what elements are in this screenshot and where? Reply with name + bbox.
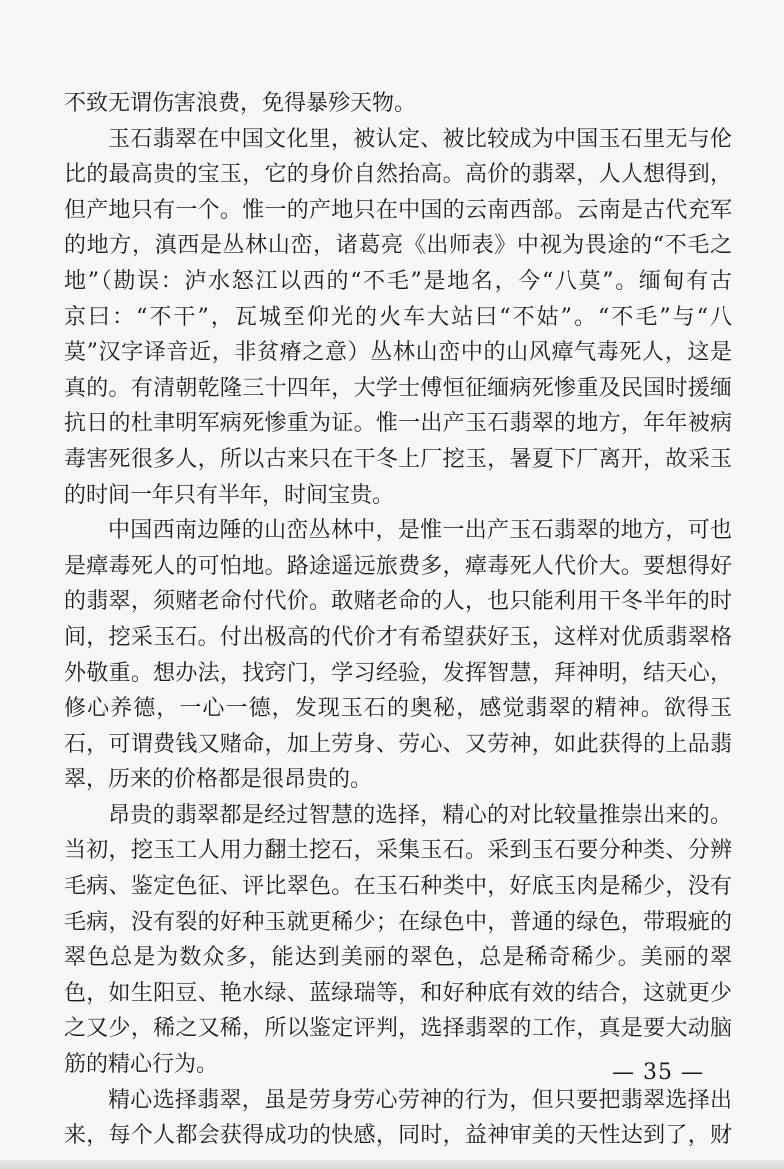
text-line-27: 之又少，稀之又稀，所以鉴定评判，选择翡翠的工作，真是要大动脑 — [64, 1016, 732, 1042]
text-line-9: 真的。有清朝乾隆三十四年，大学士傅恒征缅病死惨重及民国时援缅 — [64, 375, 732, 401]
text-line-7: 京曰：“不干”，瓦城至仰光的火车大站曰“不姑”。“不毛”与“八 — [64, 304, 732, 330]
text-line-23: 毛病、鉴定色征、评比翠色。在玉石种类中，好底玉肉是稀少，没有 — [64, 874, 732, 900]
text-line-29: 精心选择翡翠，虽是劳身劳心劳神的行为，但只要把翡翠选择出 — [108, 1087, 732, 1113]
text-line-12: 的时间一年只有半年，时间宝贵。 — [64, 482, 395, 508]
body-text — [64, 86, 732, 1154]
text-line-4: 但产地只有一个。惟一的产地只在中国的云南西部。云南是古代充军 — [64, 197, 732, 223]
text-line-14: 是瘴毒死人的可怕地。路途遥远旅费多，瘴毒死人代价大。要想得好 — [64, 553, 732, 579]
text-line-26: 色，如生阳豆、艳水绿、蓝绿瑞等，和好种底有效的结合，这就更少 — [64, 980, 732, 1006]
text-line-15: 的翡翠，须赌老命付代价。敢赌老命的人，也只能利用干冬半年的时 — [64, 589, 732, 615]
text-line-18: 修心养德，一心一德，发现玉石的奥秘，感觉翡翠的精神。欲得玉 — [64, 696, 732, 722]
text-line-13: 中国西南边陲的山峦丛林中，是惟一出产玉石翡翠的地方，可也 — [108, 518, 732, 544]
text-line-8: 莫”汉字译音近，非贫瘠之意）丛林山峦中的山风瘴气毒死人，这是 — [64, 340, 732, 366]
text-line-19: 石，可谓费钱又赌命，加上劳身、劳心、又劳神，如此获得的上品翡 — [64, 731, 732, 757]
text-line-30: 来，每个人都会获得成功的快感，同时，益神审美的天性达到了，财 — [64, 1123, 732, 1149]
text-line-16: 间，挖采玉石。付出极高的代价才有希望获好玉，这样对优质翡翠格 — [64, 624, 732, 650]
page-bottom-edge — [0, 1160, 784, 1169]
text-line-28: 筋的精心行为。 — [64, 1052, 219, 1078]
text-line-1: 不致无谓伤害浪费，免得暴殄天物。 — [64, 91, 417, 116]
text-line-20: 翠，历来的价格都是很昂贵的。 — [64, 767, 373, 793]
text-line-5: 的地方，滇西是丛林山峦，诸葛亮《出师表》中视为畏途的“不毛之 — [64, 233, 732, 259]
text-line-2: 玉石翡翠在中国文化里，被认定、被比较成为中国玉石里无与伦 — [108, 126, 732, 152]
text-line-10: 抗日的杜聿明军病死惨重为证。惟一出产玉石翡翠的地方，年年被病 — [64, 411, 732, 437]
text-line-22: 当初，挖玉工人用力翻土挖石，采集玉石。采到玉石要分种类、分辨 — [64, 838, 732, 864]
page-number: — 35 — — [612, 1060, 704, 1085]
text-line-25: 翠色总是为数众多，能达到美丽的翠色，总是稀奇稀少。美丽的翠 — [64, 945, 732, 971]
text-line-11: 毒害死很多人，所以古来只在干冬上厂挖玉，暑夏下厂离开，故采玉 — [64, 446, 732, 472]
text-line-6: 地”（勘误：泸水怒江以西的“不毛”是地名，今“八莫”。缅甸有古 — [64, 268, 732, 294]
text-line-24: 毛病，没有裂的好种玉就更稀少；在绿色中，普通的绿色，带瑕疵的 — [64, 909, 732, 935]
text-line-3: 比的最高贵的宝玉，它的身价自然抬高。高价的翡翠，人人想得到， — [64, 162, 732, 188]
text-line-21: 昂贵的翡翠都是经过智慧的选择，精心的对比较量推崇出来的。 — [108, 802, 732, 828]
text-line-17: 外敬重。想办法，找窍门，学习经验，发挥智慧，拜神明，结天心， — [64, 660, 732, 686]
